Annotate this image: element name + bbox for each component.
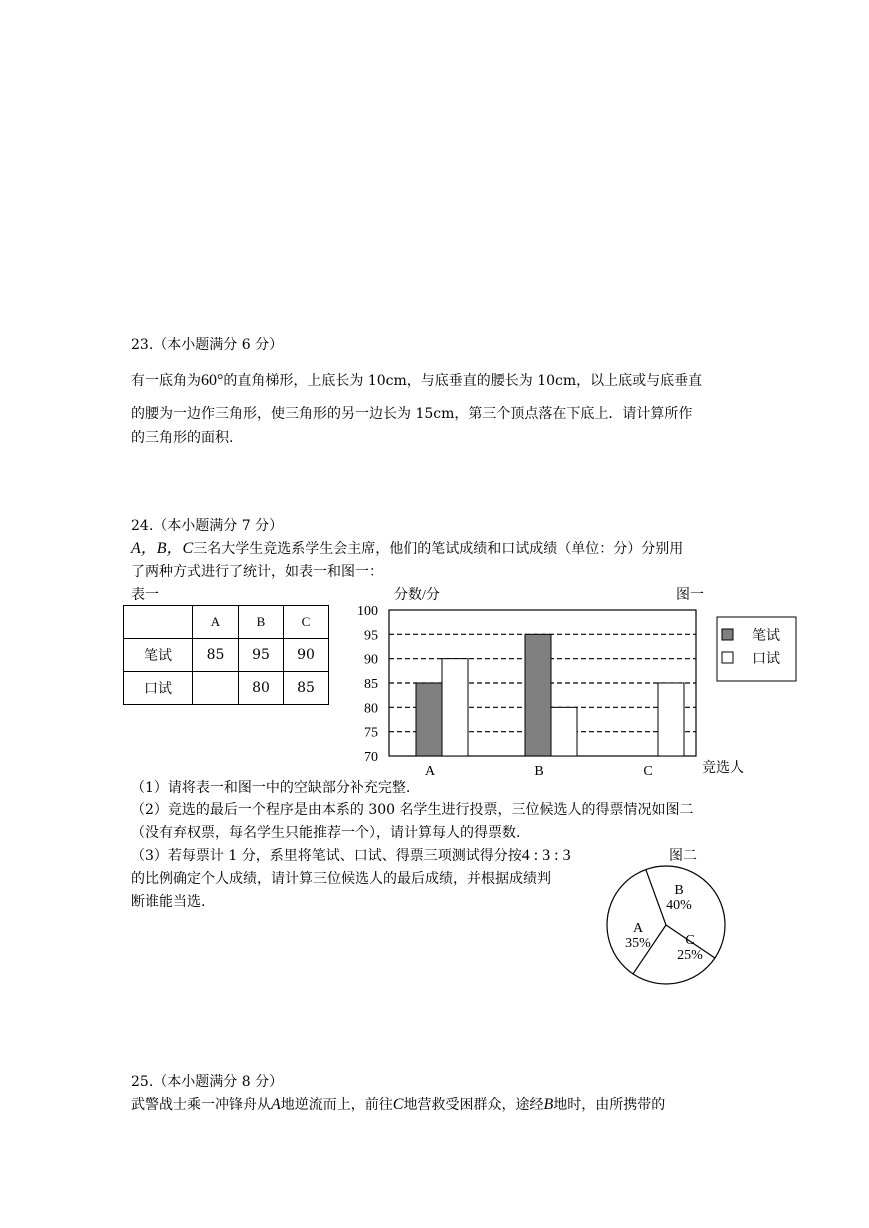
q24-part3-line3: 断谁能当选. bbox=[131, 894, 206, 910]
q23-line3: 的三角形的面积. bbox=[131, 430, 234, 446]
q25-text-1: 武警战士乘一冲锋舟从 bbox=[131, 1097, 271, 1113]
table-cell: 90 bbox=[284, 639, 329, 672]
q25-var-a: A bbox=[271, 1096, 281, 1113]
legend-label-oral: 口试 bbox=[752, 652, 780, 667]
legend-swatch-written bbox=[722, 629, 733, 640]
q24-intro-line2: 了两种方式进行了统计，如表一和图一： bbox=[131, 564, 383, 580]
y-tick-label: 75 bbox=[364, 725, 378, 741]
table-cell: 80 bbox=[239, 672, 284, 705]
q24-part2-line1: （2）竞选的最后一个程序是由本系的 300 名学生进行投票，三位候选人的得票情况如图二 bbox=[131, 802, 694, 818]
bar-chart bbox=[357, 586, 796, 779]
bar-b-written bbox=[525, 634, 551, 756]
table-cell: 85 bbox=[193, 639, 239, 672]
y-tick-label: 95 bbox=[364, 628, 378, 644]
q24-part1: （1）请将表一和图一中的空缺部分补充完整. bbox=[131, 780, 411, 796]
y-tick-labels bbox=[357, 604, 378, 765]
q24-intro-vars: A，B，C bbox=[131, 540, 194, 557]
y-tick-label: 90 bbox=[364, 652, 378, 668]
q24-ratio: 4 : 3 : 3 bbox=[521, 847, 571, 864]
q25-text-4: 地时，由所携带的 bbox=[553, 1097, 666, 1113]
y-tick-label: 70 bbox=[364, 750, 378, 765]
q25-text-2: 地逆流而上，前往 bbox=[280, 1097, 393, 1113]
figure2-label: 图二 bbox=[669, 849, 697, 864]
q23-header: 23.（本小题满分 6 分） bbox=[131, 337, 284, 353]
table-header-cell: B bbox=[239, 606, 284, 639]
q23-line1-end: 的直角梯形，上底长为 10cm，与底垂直的腰长为 10cm，以上底或与底垂直 bbox=[223, 373, 703, 389]
pie-label-c: C bbox=[685, 933, 695, 948]
bar-c-oral bbox=[658, 683, 684, 756]
figure1-label: 图一 bbox=[676, 588, 704, 603]
table-cell: 85 bbox=[284, 672, 329, 705]
y-axis-label: 分数/分 bbox=[394, 588, 440, 603]
table-cell: 95 bbox=[239, 639, 284, 672]
pie-chart bbox=[607, 848, 725, 984]
x-tick-label: B bbox=[534, 764, 544, 779]
q24-intro-text: 三名大学生竞选系学生会主席，他们的笔试成绩和口试成绩（单位：分）分别用 bbox=[193, 541, 684, 557]
legend-label-written: 笔试 bbox=[752, 629, 780, 644]
legend-box bbox=[717, 617, 796, 681]
x-tick-label: A bbox=[424, 764, 436, 779]
bars bbox=[416, 634, 684, 756]
q24-part3-line1 bbox=[131, 847, 571, 865]
q24-part3-line2: 的比例确定个人成绩，请计算三位候选人的最后成绩，并根据成绩判 bbox=[131, 871, 551, 887]
table-title: 表一 bbox=[131, 587, 159, 603]
pie-label-b: B bbox=[674, 883, 684, 898]
pie-percent-b: 40% bbox=[666, 898, 692, 913]
bar-a-written bbox=[416, 683, 442, 756]
q23-line1-start: 有一底角为 bbox=[131, 373, 201, 389]
y-tick-label: 85 bbox=[364, 677, 378, 692]
bar-b-oral bbox=[551, 707, 577, 756]
pie-label-a: A bbox=[632, 921, 644, 936]
q25-header: 25.（本小题满分 8 分） bbox=[131, 1074, 284, 1090]
q24-part3-text: （3）若每票计 1 分，系里将笔试、口试、得票三项测试得分按 bbox=[131, 848, 522, 864]
q25-var-b: B bbox=[543, 1096, 554, 1113]
y-tick-label: 100 bbox=[357, 604, 378, 619]
x-axis-label: 竞选人 bbox=[702, 761, 744, 776]
q24-part2-line2: （没有弃权票，每名学生只能推荐一个），请计算每人的得票数. bbox=[131, 825, 521, 841]
q24-header: 24.（本小题满分 7 分） bbox=[131, 518, 284, 534]
legend-swatch-oral bbox=[722, 652, 733, 663]
x-tick-labels bbox=[425, 764, 653, 779]
table-header-cell: C bbox=[284, 606, 329, 639]
q25-text-3: 地营救受困群众，途经 bbox=[403, 1097, 544, 1113]
table-header-cell: A bbox=[193, 606, 239, 639]
bar-a-oral bbox=[442, 659, 468, 756]
pie-percent-c: 25% bbox=[677, 948, 703, 963]
x-tick-label: C bbox=[643, 764, 653, 779]
q25-line1 bbox=[131, 1096, 665, 1114]
pie-percent-a: 35% bbox=[625, 936, 651, 951]
q25-var-c: C bbox=[392, 1096, 404, 1113]
table-cell: 笔试 bbox=[124, 639, 193, 672]
y-tick-label: 80 bbox=[364, 701, 378, 717]
q23-angle: 60° bbox=[201, 372, 224, 389]
table-cell: 口试 bbox=[124, 672, 193, 705]
q23-line2: 的腰为一边作三角形，使三角形的另一边长为 15cm，第三个顶点落在下底上．请计算所作 bbox=[131, 406, 693, 422]
